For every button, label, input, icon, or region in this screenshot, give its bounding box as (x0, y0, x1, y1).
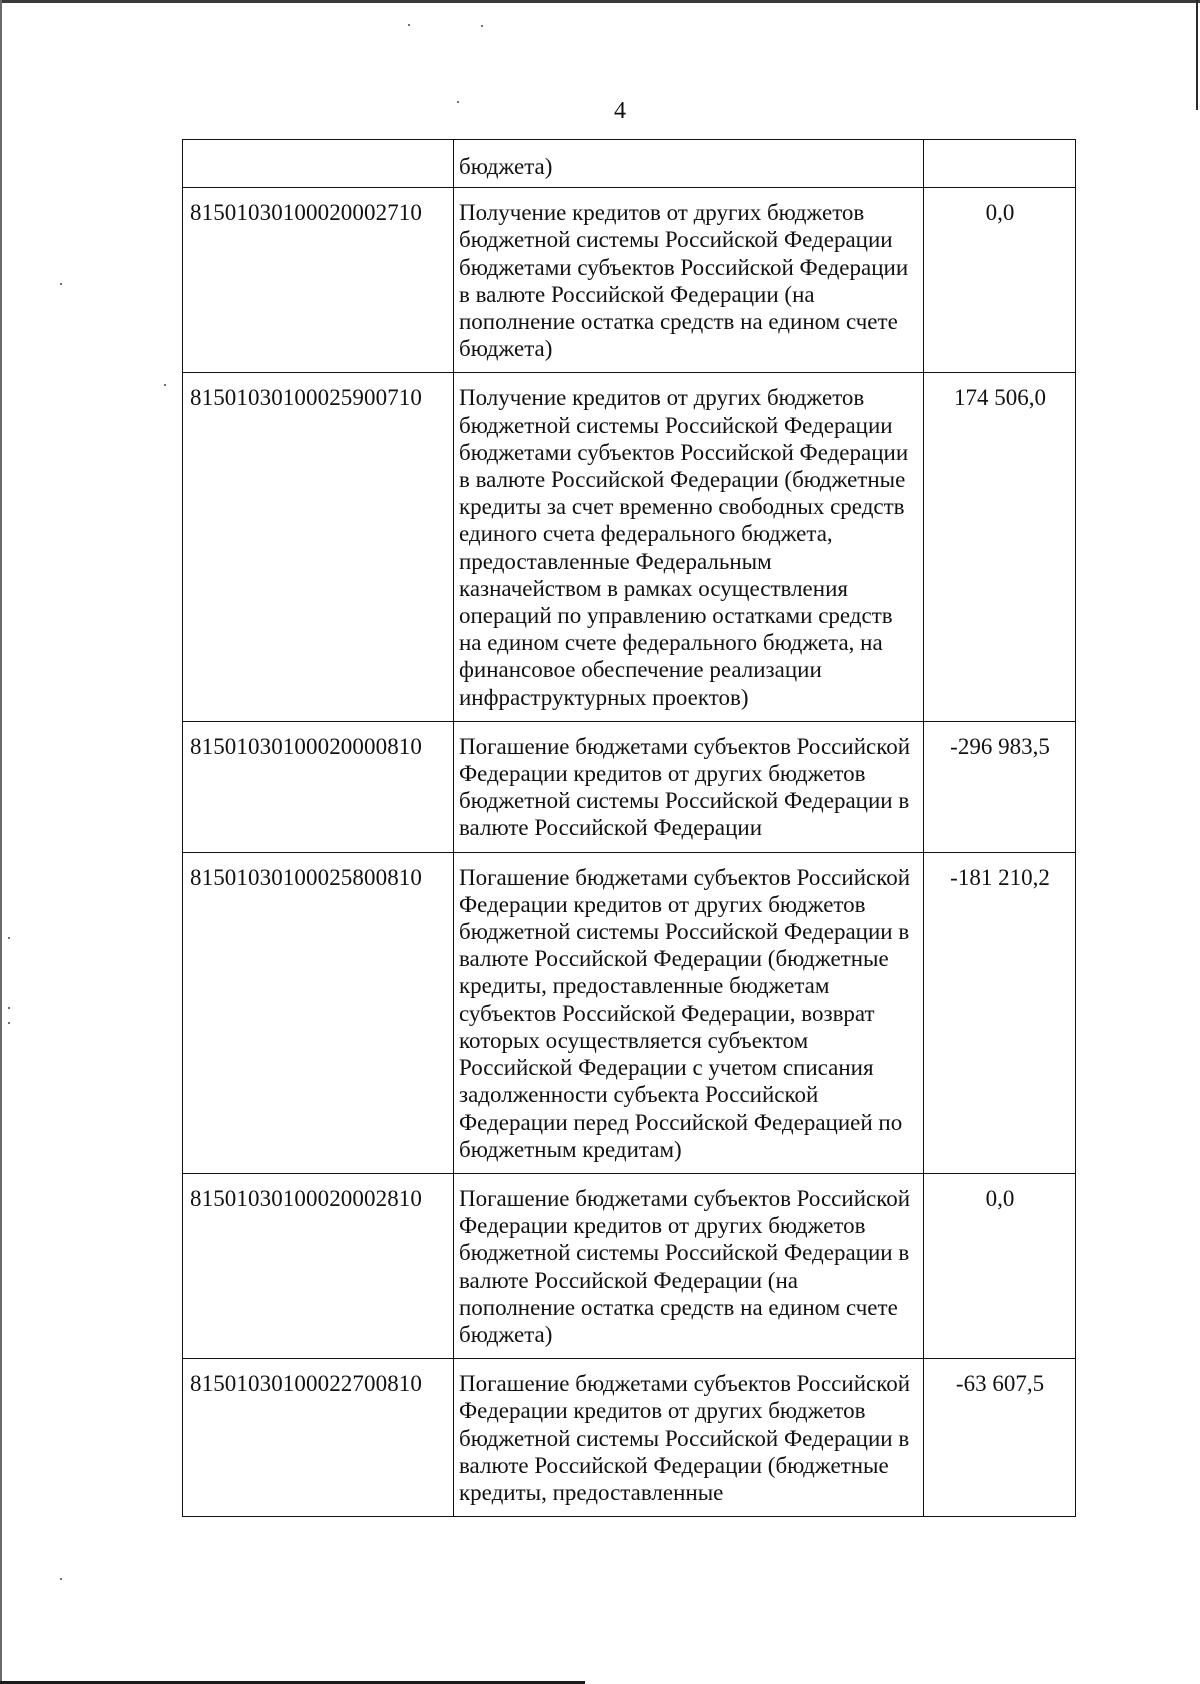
table-row (183, 373, 1076, 721)
budget-code-cell: 81501030100022700810 (183, 1359, 454, 1517)
table-row (183, 188, 1076, 373)
description-cell: Погашение бюджетами субъектов Российской Федерации кредитов от других бюджетов бюджетной системы Российской Федерации в валюте Российской Федерации (454, 721, 924, 852)
budget-sources-table (182, 139, 1076, 1517)
scan-border-left (0, 0, 2, 1684)
description-cell: Получение кредитов от других бюджетов бюджетной системы Российской Федерации бюджетами субъектов Российской Федерации в валюте Российской Федерации (на пополнение остатка средств на едином счете бюджета) (454, 188, 924, 373)
scan-speck (8, 1022, 10, 1024)
amount-cell: 174 506,0 (924, 373, 1076, 721)
budget-code-cell: 81501030100025800810 (183, 852, 454, 1173)
scan-border-top (0, 0, 1200, 3)
budget-code-cell: 81501030100025900710 (183, 373, 454, 721)
scan-border-right (1196, 0, 1198, 110)
scan-speck (481, 25, 483, 27)
table-row (183, 852, 1076, 1173)
budget-code-cell (183, 140, 454, 188)
table-row (183, 1173, 1076, 1358)
scan-speck (8, 1007, 10, 1009)
amount-cell: -181 210,2 (924, 852, 1076, 1173)
amount-cell: -63 607,5 (924, 1359, 1076, 1517)
description-cell: Погашение бюджетами субъектов Российской Федерации кредитов от других бюджетов бюджетной системы Российской Федерации в валюте Российской Федерации (бюджетные кредиты, предоставленные (454, 1359, 924, 1517)
amount-cell: 0,0 (924, 1173, 1076, 1358)
table-row (183, 140, 1076, 188)
table-row (183, 721, 1076, 852)
amount-cell: -296 983,5 (924, 721, 1076, 852)
amount-cell (924, 140, 1076, 188)
table-row (183, 1359, 1076, 1517)
scan-speck (408, 24, 410, 26)
scan-speck (60, 283, 62, 285)
description-cell: Погашение бюджетами субъектов Российской Федерации кредитов от других бюджетов бюджетной системы Российской Федерации в валюте Российской Федерации (на пополнение остатка средств на едином счете бюджета) (454, 1173, 924, 1358)
description-cell: Погашение бюджетами субъектов Российской Федерации кредитов от других бюджетов бюджетной системы Российской Федерации в валюте Российской Федерации (бюджетные кредиты, предоставленные бюджетам субъектов Российской Федерации, возврат которых осуществляется субъектом Российской Федерации с учетом списания задолженности субъекта Российской Федерации перед Российской Федерацией по бюджетным кредитам) (454, 852, 924, 1173)
scan-speck (60, 1578, 62, 1580)
description-cell: Получение кредитов от других бюджетов бюджетной системы Российской Федерации бюджетами субъектов Российской Федерации в валюте Российской Федерации (бюджетные кредиты за счет временно свободных средств единого счета федерального бюджета, предоставленные Федеральным казначейством в рамках осуществления операций по управлению остатками средств на едином счете федерального бюджета, на финансовое обеспечение реализации инфраструктурных проектов) (454, 373, 924, 721)
description-cell: бюджета) (454, 140, 924, 188)
scan-speck (8, 937, 10, 939)
scan-speck (164, 384, 166, 386)
budget-code-cell: 81501030100020002810 (183, 1173, 454, 1358)
budget-code-cell: 81501030100020002710 (183, 188, 454, 373)
budget-code-cell: 81501030100020000810 (183, 721, 454, 852)
amount-cell: 0,0 (924, 188, 1076, 373)
page-number: 4 (614, 98, 626, 124)
